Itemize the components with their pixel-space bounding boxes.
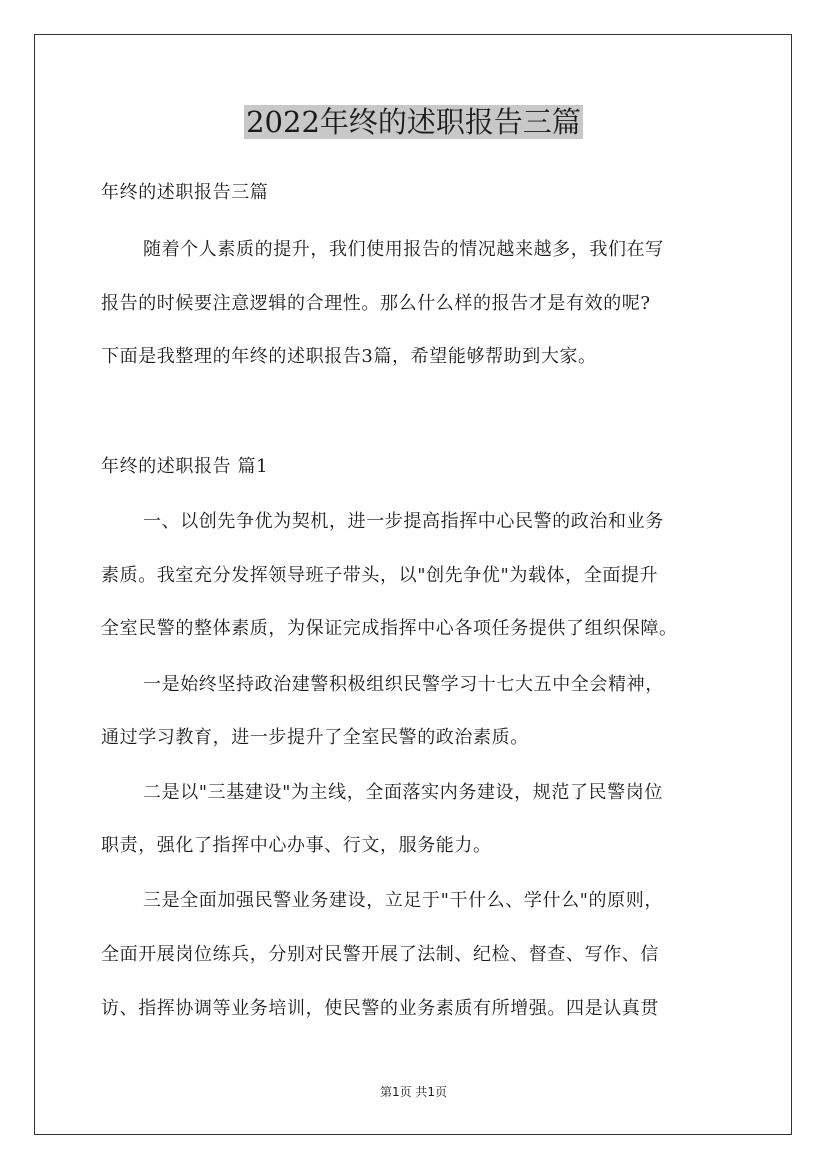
paragraph-line: 全面开展岗位练兵，分别对民警开展了法制、纪检、督查、写作、信 xyxy=(101,944,659,965)
paragraph-line: 报告的时候要注意逻辑的合理性。那么什么样的报告才是有效的呢? xyxy=(101,293,651,314)
subtitle-line: 年终的述职报告三篇 xyxy=(101,182,269,203)
section-heading: 年终的述职报告 篇1 xyxy=(101,456,269,477)
paragraph-line: 一是始终坚持政治建警积极组织民警学习十七大五中全会精神， xyxy=(143,674,664,695)
document-title xyxy=(0,103,827,141)
paragraph-line: 二是以"三基建设"为主线，全面落实内务建设，规范了民警岗位 xyxy=(143,782,663,803)
paragraph-line: 全室民警的整体素质，为保证完成指挥中心各项任务提供了组织保障。 xyxy=(101,618,678,639)
paragraph-line: 通过学习教育，进一步提升了全室民警的政治素质。 xyxy=(101,727,529,748)
paragraph-line: 职责，强化了指挥中心办事、行文，服务能力。 xyxy=(101,835,492,856)
paragraph-line: 访、指挥协调等业务培训，使民警的业务素质有所增强。四是认真贯 xyxy=(101,998,659,1019)
paragraph-line: 素质。我室充分发挥领导班子带头，以"创先争优"为载体，全面提升 xyxy=(101,565,659,586)
paragraph-line: 随着个人素质的提升，我们使用报告的情况越来越多，我们在写 xyxy=(143,239,664,260)
paragraph-line: 一、以创先争优为契机，进一步提高指挥中心民警的政治和业务 xyxy=(143,511,664,532)
page-footer: 第1页 共1页 xyxy=(379,1085,448,1099)
document-title-text: 2022年终的述职报告三篇 xyxy=(246,105,581,139)
paragraph-line: 下面是我整理的年终的述职报告3篇，希望能够帮助到大家。 xyxy=(101,346,597,367)
paragraph-line: 三是全面加强民警业务建设，立足于"干什么、学什么"的原则， xyxy=(143,890,663,911)
